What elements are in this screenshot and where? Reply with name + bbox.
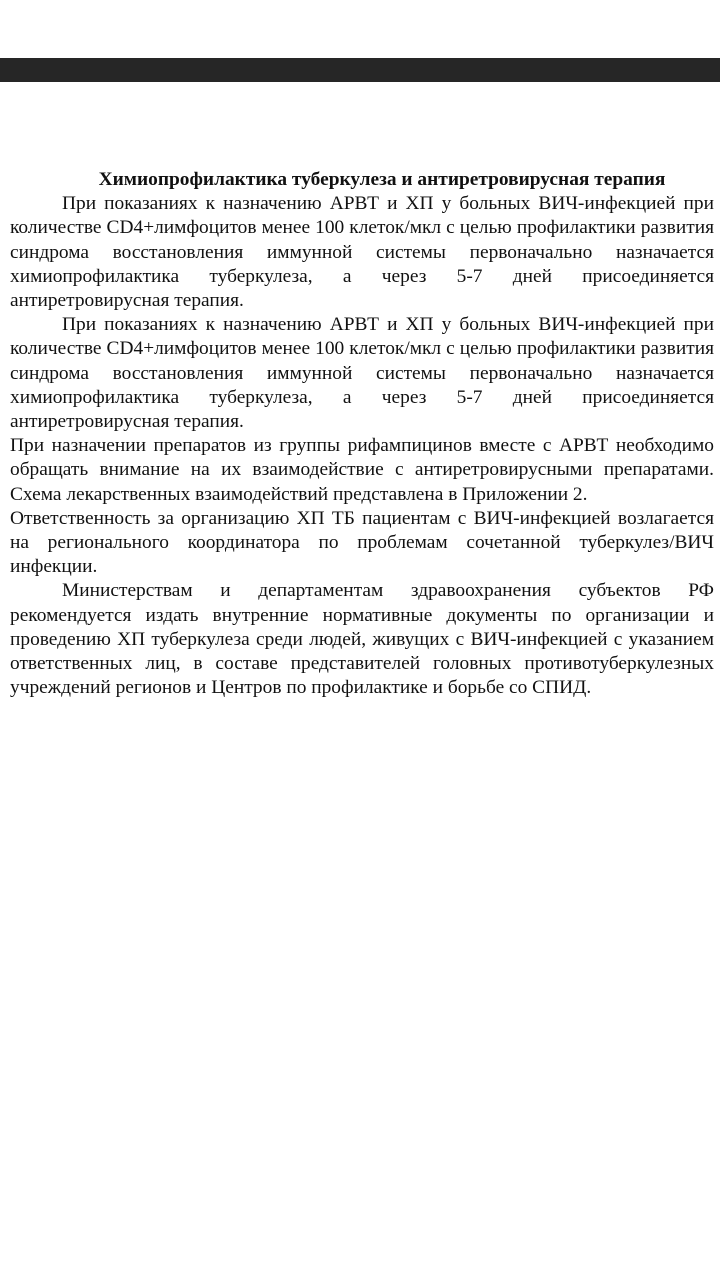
paragraph-4: Ответственность за организацию ХП ТБ пациентам с ВИЧ-инфекцией возлагается на регионального координатора по проблемам сочетанной туберкулез/ВИЧ инфекции. — [10, 507, 714, 578]
paragraph-5: Министерствам и департаментам здравоохранения субъектов РФ рекомендуется издать внутренние нормативные документы по организации и проведению ХП туберкулеза среди людей, живущих с ВИЧ-инфекцией с указанием ответственных лиц, в составе представителей головных противотуберкулезных учреждений регионов и Центров по профилактике и борьбе со СПИД. — [10, 580, 714, 699]
paragraph-2: При показаниях к назначению АРВТ и ХП у больных ВИЧ-инфекцией при количестве CD4+лимфоцитов менее 100 клеток/мкл с целью профилактики развития синдрома восстановления иммунной системы первоначально назначается химиопрофилактика туберкулеза, а через 5-7 дней присоединяется антиретровирусная терапия. — [10, 314, 714, 433]
top-toolbar-bar — [0, 58, 720, 82]
paragraph-1: При показаниях к назначению АРВТ и ХП у больных ВИЧ-инфекцией при количестве CD4+лимфоцитов менее 100 клеток/мкл с целью профилактики развития синдрома восстановления иммунной системы первоначально назначается химиопрофилактика туберкулеза, а через 5-7 дней присоединяется антиретровирусная терапия. — [10, 193, 714, 312]
document-title: Химиопрофилактика туберкулеза и антиретровирусная терапия — [98, 169, 666, 190]
document-page — [10, 168, 714, 700]
paragraph-3: При назначении препаратов из группы рифампицинов вместе с АРВТ необходимо обращать внимание на их взаимодействие с антиретровирусными препаратами. Схема лекарственных взаимодействий представлена в Приложении 2. — [10, 435, 714, 505]
